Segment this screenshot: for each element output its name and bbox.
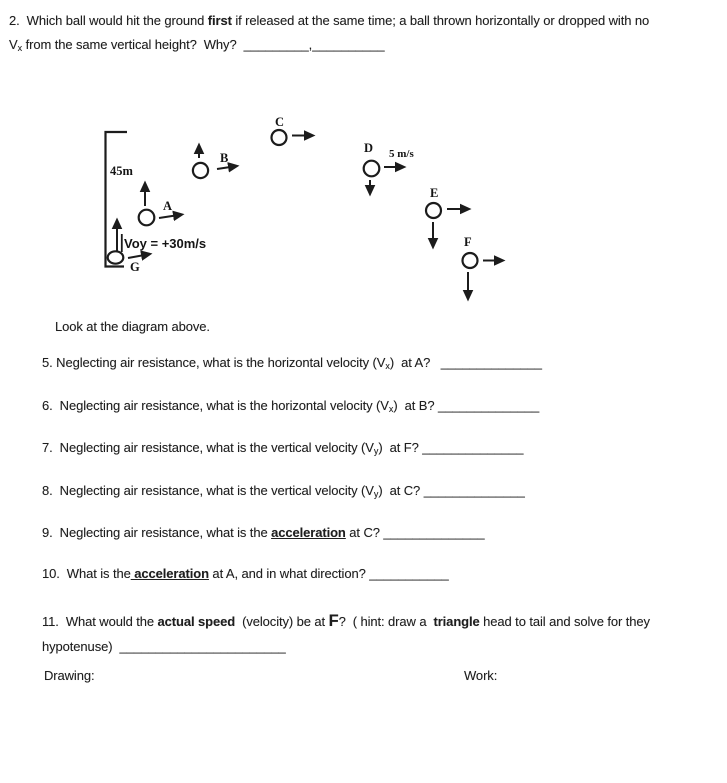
work-label: Work:: [464, 668, 498, 683]
question-10: [42, 567, 449, 582]
text-segment: if released at the same time; a ball thrown horizontally or dropped with no: [231, 13, 650, 28]
text-segment: 9. Neglecting air resistance, what is the: [42, 525, 272, 540]
ball-a-right-arrow: [159, 215, 182, 219]
ball-g-right-arrow: [128, 254, 150, 258]
ball-b-right-arrow: [217, 166, 237, 169]
text-segment: at A, and in what direction?: [208, 566, 370, 581]
text-segment: 8. Neglecting air resistance, what is the vertical velocity (V: [42, 483, 374, 498]
ball-e-label: E: [430, 186, 439, 200]
ball-b: [193, 163, 208, 178]
ball-a: [139, 210, 155, 226]
question-6-text: [42, 398, 438, 413]
text-segment: y: [373, 489, 379, 499]
question-8-text: [42, 483, 424, 498]
drawing-label: Drawing:: [44, 668, 95, 683]
text-segment: ) at C?: [378, 483, 424, 498]
question-11-line-2: [42, 640, 286, 655]
answer-blank-q8: ______________: [423, 483, 525, 498]
answer-blank-q2: _________,__________: [243, 37, 385, 52]
ball-b-label: B: [220, 151, 229, 165]
text-segment: 6. Neglecting air resistance, what is the horizontal velocity (V: [42, 398, 389, 413]
look-at-diagram-text: Look at the diagram above.: [55, 319, 210, 334]
text-segment: (velocity) be at: [235, 614, 329, 629]
text-segment: x: [17, 43, 23, 53]
text-segment: x: [388, 404, 394, 414]
text-segment: 7. Neglecting air resistance, what is the vertical velocity (V: [42, 440, 374, 455]
text-segment: from the same vertical height? Why?: [22, 37, 244, 52]
answer-blank-q10: ___________: [369, 566, 449, 581]
question-6: [42, 399, 539, 414]
ball-d: [364, 161, 380, 177]
ball-g: [108, 251, 124, 263]
text-segment: V: [9, 37, 18, 52]
question-9: [42, 526, 485, 541]
text-segment: x: [385, 361, 390, 371]
text-segment: ) at A?: [389, 355, 441, 370]
height-label: 45m: [110, 164, 133, 178]
answer-blank-q11: _______________________: [119, 639, 286, 654]
text-segment: y: [373, 446, 379, 456]
question-2-line-1: [9, 14, 649, 29]
ball-e: [426, 203, 441, 218]
text-segment: 10. What is the: [42, 566, 131, 581]
question-2-line-2: [9, 38, 385, 53]
question-7-text: [42, 440, 422, 455]
question-9-text: [42, 525, 383, 540]
text-segment: F: [328, 612, 339, 630]
text-segment: first: [207, 13, 232, 28]
question-5: [42, 356, 542, 371]
question-10-text: [42, 566, 369, 581]
text-segment: ) at F?: [378, 440, 423, 455]
text-segment: acceleration: [271, 525, 346, 540]
question-5-text: [42, 355, 441, 370]
text-segment: triangle: [433, 614, 480, 629]
ball-d-label: D: [364, 141, 374, 155]
ball-a-label: A: [163, 199, 173, 213]
text-segment: acceleration: [130, 566, 209, 581]
answer-blank-q5: ______________: [440, 355, 542, 370]
answer-blank-q9: ______________: [383, 525, 485, 540]
text-segment: ? ( hint: draw a: [338, 614, 434, 629]
text-segment: at C?: [345, 525, 384, 540]
question-8: [42, 484, 525, 499]
question-11-hypotenuse-text: hypotenuse): [42, 639, 120, 654]
question-2-text: [9, 37, 244, 52]
text-segment: actual speed: [157, 614, 236, 629]
answer-blank-q6: ______________: [437, 398, 540, 413]
text-segment: ) at B?: [393, 398, 438, 413]
ball-f-label: F: [464, 235, 472, 249]
ball-c: [272, 130, 287, 145]
question-11-line-1: [42, 612, 650, 631]
projectile-diagram: [90, 105, 530, 315]
answer-blank-q7: ______________: [422, 440, 524, 455]
text-segment: 2. Which ball would hit the ground: [9, 13, 208, 28]
ball-f: [463, 253, 478, 268]
text-segment: 5. Neglecting air resistance, what is the horizontal velocity (V: [42, 355, 386, 370]
ball-g-label: G: [130, 260, 140, 274]
ball-c-label: C: [275, 115, 285, 129]
initial-velocity-label: Voy = +30m/s: [124, 236, 207, 251]
text-segment: head to tail and solve for they: [479, 614, 650, 629]
question-7: [42, 441, 523, 456]
text-segment: 11. What would the: [42, 614, 158, 629]
d-speed-label: 5 m/s: [389, 148, 414, 160]
